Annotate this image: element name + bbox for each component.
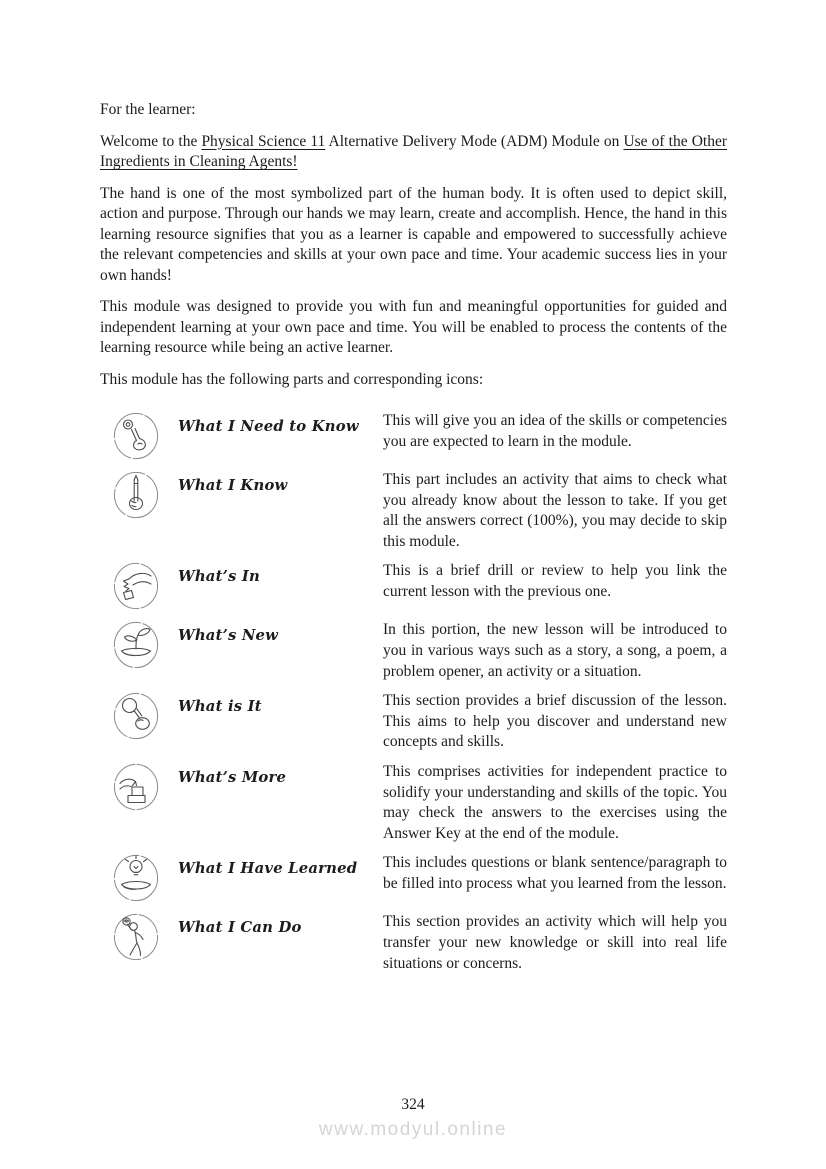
- hand-pointing-target-icon: [100, 411, 178, 461]
- part-row-what-i-can-do: [100, 912, 727, 974]
- part-row-whats-in: [100, 561, 727, 611]
- part-label: What I Know: [178, 477, 288, 494]
- part-label: What is It: [178, 698, 262, 716]
- page-content: [100, 100, 727, 983]
- part-row-whats-more: [100, 762, 727, 844]
- part-description: This section provides a brief discussion of the lesson. This aims to help you discover and understand new concepts and skills.: [383, 692, 727, 751]
- part-row-what-is-it: [100, 691, 727, 753]
- welcome-text-mid: Alternative Delivery Mode (ADM) Module on: [325, 132, 624, 150]
- part-row-whats-new: [100, 620, 727, 682]
- part-description: This will give you an idea of the skills or competencies you are expected to learn in the module.: [383, 412, 727, 450]
- person-reaching-icon: [100, 912, 178, 974]
- part-row-what-i-know: [100, 470, 727, 552]
- linking-hands-icon: [100, 561, 178, 611]
- part-label: What I Have Learned: [178, 860, 358, 878]
- part-description: This is a brief drill or review to help you link the current lesson with the previous one.: [383, 562, 727, 600]
- part-description: This comprises activities for independent practice to solidify your understanding and skills of the topic. You may check the answers to the exercises using the Answer Key at the end of the module.: [383, 762, 727, 842]
- part-description: This section provides an activity which will help you transfer your new knowledge or skill into real life situations or concerns.: [383, 913, 727, 972]
- module-design-paragraph: This module was designed to provide you with fun and meaningful opportunities for guided and independent learning at your own pace and time. You will be enabled to process the contents of the learning resource while being an active learner.: [100, 298, 727, 356]
- part-label: What I Need to Know: [178, 418, 359, 435]
- part-row-what-i-have-learned: [100, 853, 727, 903]
- part-description: In this portion, the new lesson will be introduced to you in various ways such as a story, a song, a poem, a problem opener, an activity or a situation.: [383, 621, 727, 680]
- part-row-what-i-need-to-know: [100, 411, 727, 461]
- part-label: What’s More: [178, 768, 287, 786]
- hand-holding-pencil-icon: [100, 470, 178, 552]
- for-the-learner-heading: For the learner:: [100, 101, 196, 118]
- page-number: 324: [401, 1096, 425, 1113]
- hand-holding-bulb-icon: [100, 853, 178, 903]
- hand-symbolism-paragraph: The hand is one of the most symbolized part of the human body. It is often used to depict skill, action and purpose. Through our hands we may learn, create and accomplish. Hence, the hand in this learning resource signifies that you as a learner is capable and empowered to successfully achieve the relevant competencies and skills at your own pace and time. Your academic success lies in your own hands!: [100, 184, 727, 284]
- module-parts-list: [100, 411, 727, 974]
- hand-magnifying-glass-icon: [100, 691, 178, 753]
- hand-stacking-blocks-icon: [100, 762, 178, 844]
- hand-with-sprout-icon: [100, 620, 178, 682]
- part-label: What’s New: [178, 627, 279, 645]
- module-subject-underlined: Physical Science 11: [201, 132, 326, 150]
- part-description: This includes questions or blank sentence/paragraph to be filled into process what you learned from the lesson.: [383, 854, 727, 892]
- watermark: www.modyul.online: [318, 1119, 508, 1140]
- welcome-text-pre: Welcome to the: [100, 132, 202, 150]
- parts-intro-paragraph: This module has the following parts and corresponding icons:: [100, 370, 484, 388]
- module-title-underlined: Use of the Other Ingredients in Cleaning Agents!: [100, 132, 727, 170]
- part-label: What I Can Do: [178, 919, 302, 937]
- part-label: What’s In: [178, 568, 260, 586]
- welcome-paragraph: [100, 132, 727, 173]
- part-description: This part includes an activity that aims to check what you already know about the lesson to take. If you get all the answers correct (100%), you may decide to skip this module.: [383, 471, 727, 550]
